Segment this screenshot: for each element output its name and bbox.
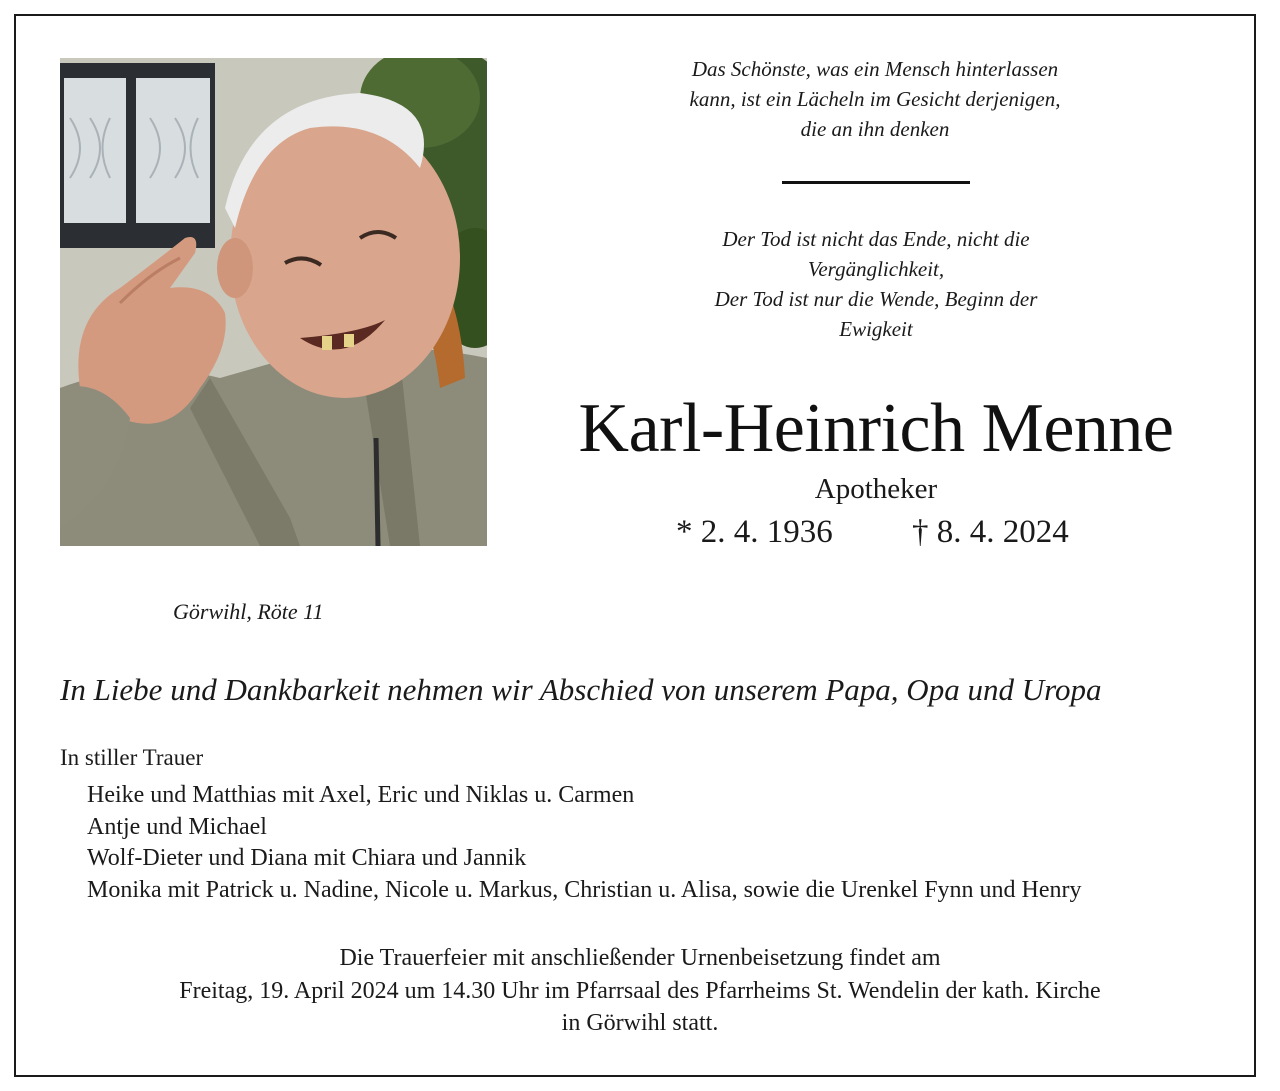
mourner-line: Antje und Michael xyxy=(87,813,267,840)
quote-top xyxy=(560,54,1190,144)
mourner-line: Monika mit Patrick u. Nadine, Nicole u. Markus, Christian u. Alisa, sowie die Urenkel Fynn und Henry xyxy=(87,876,1082,903)
mourner-line: Heike und Matthias mit Axel, Eric und Niklas u. Carmen xyxy=(87,782,635,808)
deceased-name: Karl-Heinrich Menne xyxy=(578,390,1174,467)
farewell-line: In Liebe und Dankbarkeit nehmen wir Abschied von unserem Papa, Opa und Uropa xyxy=(60,672,1102,707)
quote-line: Der Tod ist nicht das Ende, nicht die xyxy=(722,227,1030,251)
address: Görwihl, Röte 11 xyxy=(173,599,324,624)
quote-line: Das Schönste, was ein Mensch hinterlassen xyxy=(691,57,1059,81)
quote-line: Ewigkeit xyxy=(839,317,913,341)
ceremony-line: Freitag, 19. April 2024 um 14.30 Uhr im Pfarrsaal des Pfarrheims St. Wendelin der kath. Kirche xyxy=(179,977,1101,1004)
quote-bottom xyxy=(560,224,1192,344)
mourning-intro: In stiller Trauer xyxy=(60,745,204,770)
death-date: † 8. 4. 2024 xyxy=(912,514,1069,550)
birth-date: * 2. 4. 1936 xyxy=(676,514,833,550)
divider-rule xyxy=(782,181,970,184)
quote-line: die an ihn denken xyxy=(800,117,950,141)
quote-line: Der Tod ist nur die Wende, Beginn der xyxy=(714,287,1038,311)
ceremony-line: in Görwihl statt. xyxy=(561,1010,719,1036)
mourner-line: Wolf-Dieter und Diana mit Chiara und Jannik xyxy=(87,845,527,871)
quote-line: kann, ist ein Lächeln im Gesicht derjenigen, xyxy=(689,87,1061,111)
mourners-list xyxy=(87,780,1082,906)
ceremony-line: Die Trauerfeier mit anschließender Urnenbeisetzung findet am xyxy=(339,945,941,971)
deceased-profession: Apotheker xyxy=(814,473,938,505)
portrait-photo xyxy=(60,58,487,546)
quote-line: Vergänglichkeit, xyxy=(807,257,945,281)
ceremony-info xyxy=(60,942,1220,1040)
